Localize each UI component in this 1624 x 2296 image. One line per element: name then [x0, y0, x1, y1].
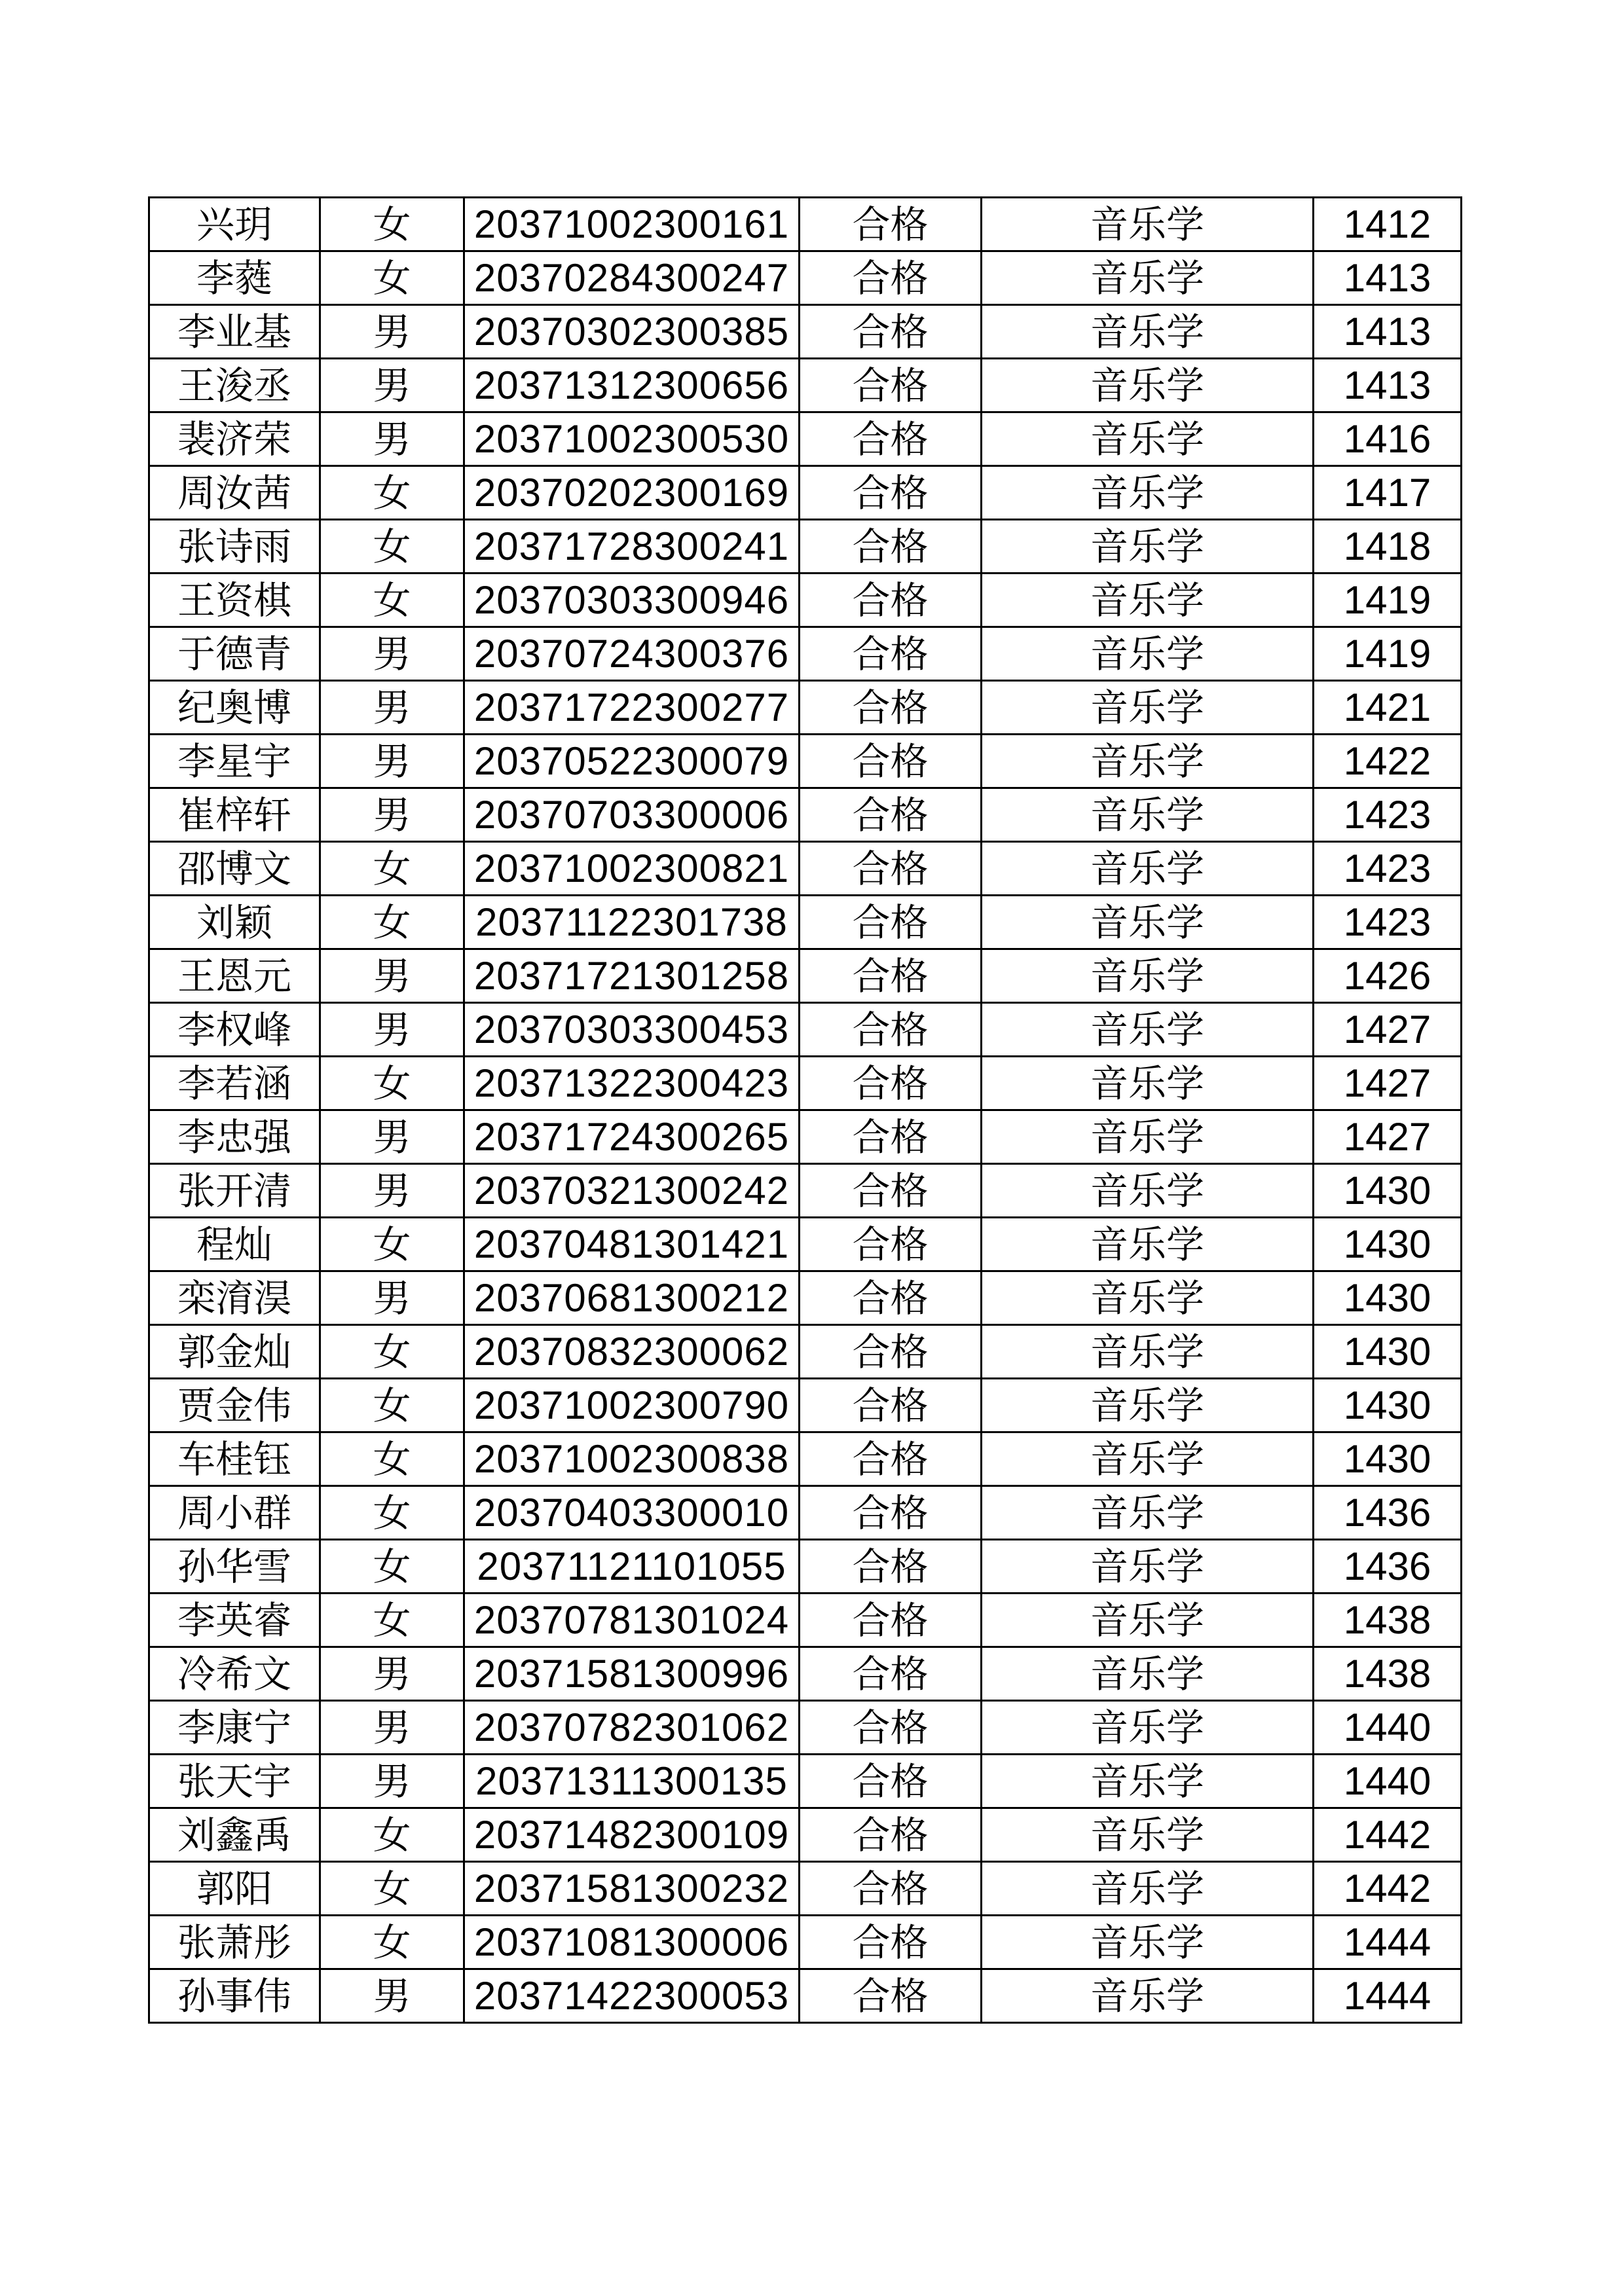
result-cell: 合格	[800, 1325, 982, 1379]
table-row	[149, 198, 1462, 251]
result-cell: 合格	[800, 520, 982, 574]
name-cell: 孙华雪	[149, 1540, 320, 1594]
major-cell: 音乐学	[982, 466, 1314, 520]
name-cell: 冷希文	[149, 1647, 320, 1701]
table-row	[149, 359, 1462, 412]
name-cell: 刘鑫禹	[149, 1808, 320, 1862]
result-cell: 合格	[800, 842, 982, 896]
score-cell: 1442	[1314, 1862, 1462, 1916]
name-cell: 孙事伟	[149, 1969, 320, 2023]
major-cell: 音乐学	[982, 1969, 1314, 2023]
results-table	[148, 196, 1462, 2024]
result-cell: 合格	[800, 251, 982, 305]
name-cell: 李业基	[149, 305, 320, 359]
major-cell: 音乐学	[982, 1271, 1314, 1325]
name-cell: 兴玥	[149, 198, 320, 251]
gender-cell: 女	[320, 1218, 464, 1271]
major-cell: 音乐学	[982, 1594, 1314, 1647]
name-cell: 王浚丞	[149, 359, 320, 412]
major-cell: 音乐学	[982, 520, 1314, 574]
result-cell: 合格	[800, 1969, 982, 2023]
result-cell: 合格	[800, 1916, 982, 1969]
result-cell: 合格	[800, 198, 982, 251]
major-cell: 音乐学	[982, 1808, 1314, 1862]
table-row	[149, 412, 1462, 466]
table-row	[149, 1110, 1462, 1164]
score-cell: 1417	[1314, 466, 1462, 520]
gender-cell: 女	[320, 466, 464, 520]
score-cell: 1430	[1314, 1432, 1462, 1486]
gender-cell: 男	[320, 788, 464, 842]
table-row	[149, 627, 1462, 681]
table-row	[149, 681, 1462, 735]
score-cell: 1427	[1314, 1110, 1462, 1164]
result-cell: 合格	[800, 896, 982, 949]
name-cell: 裴济荣	[149, 412, 320, 466]
name-cell: 郭阳	[149, 1862, 320, 1916]
gender-cell: 男	[320, 1969, 464, 2023]
score-cell: 1418	[1314, 520, 1462, 574]
name-cell: 王恩元	[149, 949, 320, 1003]
gender-cell: 女	[320, 520, 464, 574]
gender-cell: 女	[320, 1808, 464, 1862]
exam-id-cell: 20370832300062	[464, 1325, 800, 1379]
name-cell: 王资棋	[149, 574, 320, 627]
gender-cell: 女	[320, 1432, 464, 1486]
result-cell: 合格	[800, 1110, 982, 1164]
exam-id-cell: 20370303300453	[464, 1003, 800, 1057]
exam-id-cell: 20371322300423	[464, 1057, 800, 1110]
gender-cell: 男	[320, 681, 464, 735]
name-cell: 张开清	[149, 1164, 320, 1218]
name-cell: 张萧彤	[149, 1916, 320, 1969]
gender-cell: 女	[320, 574, 464, 627]
name-cell: 张天宇	[149, 1755, 320, 1808]
result-cell: 合格	[800, 1486, 982, 1540]
exam-id-cell: 20371482300109	[464, 1808, 800, 1862]
score-cell: 1421	[1314, 681, 1462, 735]
gender-cell: 男	[320, 1164, 464, 1218]
major-cell: 音乐学	[982, 305, 1314, 359]
score-cell: 1430	[1314, 1325, 1462, 1379]
name-cell: 周汝茜	[149, 466, 320, 520]
major-cell: 音乐学	[982, 1218, 1314, 1271]
score-cell: 1436	[1314, 1486, 1462, 1540]
gender-cell: 男	[320, 1003, 464, 1057]
major-cell: 音乐学	[982, 1003, 1314, 1057]
major-cell: 音乐学	[982, 735, 1314, 788]
major-cell: 音乐学	[982, 1057, 1314, 1110]
exam-id-cell: 20370321300242	[464, 1164, 800, 1218]
exam-id-cell: 20370202300169	[464, 466, 800, 520]
result-cell: 合格	[800, 1540, 982, 1594]
score-cell: 1419	[1314, 627, 1462, 681]
table-row	[149, 1164, 1462, 1218]
table-row	[149, 251, 1462, 305]
gender-cell: 女	[320, 198, 464, 251]
result-cell: 合格	[800, 466, 982, 520]
table-row	[149, 896, 1462, 949]
table-row	[149, 1969, 1462, 2023]
major-cell: 音乐学	[982, 251, 1314, 305]
result-cell: 合格	[800, 1594, 982, 1647]
exam-id-cell: 20370284300247	[464, 251, 800, 305]
table-row	[149, 1057, 1462, 1110]
name-cell: 李英睿	[149, 1594, 320, 1647]
exam-id-cell: 20371422300053	[464, 1969, 800, 2023]
name-cell: 刘颖	[149, 896, 320, 949]
major-cell: 音乐学	[982, 1862, 1314, 1916]
result-cell: 合格	[800, 359, 982, 412]
result-cell: 合格	[800, 1271, 982, 1325]
major-cell: 音乐学	[982, 1110, 1314, 1164]
table-row	[149, 735, 1462, 788]
result-cell: 合格	[800, 949, 982, 1003]
result-cell: 合格	[800, 1057, 982, 1110]
name-cell: 贾金伟	[149, 1379, 320, 1432]
exam-id-cell: 20371722300277	[464, 681, 800, 735]
major-cell: 音乐学	[982, 1540, 1314, 1594]
score-cell: 1430	[1314, 1218, 1462, 1271]
table-row	[149, 1325, 1462, 1379]
gender-cell: 女	[320, 1379, 464, 1432]
score-cell: 1440	[1314, 1701, 1462, 1755]
score-cell: 1412	[1314, 198, 1462, 251]
result-cell: 合格	[800, 788, 982, 842]
result-cell: 合格	[800, 735, 982, 788]
score-cell: 1444	[1314, 1916, 1462, 1969]
exam-id-cell: 20370681300212	[464, 1271, 800, 1325]
gender-cell: 男	[320, 627, 464, 681]
gender-cell: 男	[320, 305, 464, 359]
table-row	[149, 1486, 1462, 1540]
gender-cell: 女	[320, 1862, 464, 1916]
gender-cell: 女	[320, 842, 464, 896]
result-cell: 合格	[800, 1862, 982, 1916]
table-row	[149, 1808, 1462, 1862]
result-cell: 合格	[800, 681, 982, 735]
exam-id-cell: 20370403300010	[464, 1486, 800, 1540]
score-cell: 1440	[1314, 1755, 1462, 1808]
gender-cell: 男	[320, 1647, 464, 1701]
gender-cell: 女	[320, 1325, 464, 1379]
major-cell: 音乐学	[982, 1916, 1314, 1969]
exam-id-cell: 20370724300376	[464, 627, 800, 681]
table-row	[149, 1218, 1462, 1271]
result-cell: 合格	[800, 1432, 982, 1486]
major-cell: 音乐学	[982, 788, 1314, 842]
score-cell: 1422	[1314, 735, 1462, 788]
name-cell: 栾淯淏	[149, 1271, 320, 1325]
gender-cell: 女	[320, 1916, 464, 1969]
table-row	[149, 1379, 1462, 1432]
exam-id-cell: 20371002300790	[464, 1379, 800, 1432]
table-row	[149, 305, 1462, 359]
score-cell: 1430	[1314, 1164, 1462, 1218]
name-cell: 李星宇	[149, 735, 320, 788]
name-cell: 李康宁	[149, 1701, 320, 1755]
gender-cell: 男	[320, 1755, 464, 1808]
major-cell: 音乐学	[982, 627, 1314, 681]
exam-id-cell: 20370703300006	[464, 788, 800, 842]
major-cell: 音乐学	[982, 681, 1314, 735]
table-row	[149, 1647, 1462, 1701]
major-cell: 音乐学	[982, 412, 1314, 466]
table-row	[149, 1432, 1462, 1486]
gender-cell: 女	[320, 1486, 464, 1540]
name-cell: 张诗雨	[149, 520, 320, 574]
name-cell: 李蕤	[149, 251, 320, 305]
table-row	[149, 1916, 1462, 1969]
exam-id-cell: 20371002300838	[464, 1432, 800, 1486]
gender-cell: 男	[320, 359, 464, 412]
exam-id-cell: 20371311300135	[464, 1755, 800, 1808]
results-table-body	[149, 198, 1462, 2023]
gender-cell: 女	[320, 251, 464, 305]
major-cell: 音乐学	[982, 1164, 1314, 1218]
score-cell: 1423	[1314, 842, 1462, 896]
table-row	[149, 1003, 1462, 1057]
score-cell: 1423	[1314, 788, 1462, 842]
exam-id-cell: 20371581300232	[464, 1862, 800, 1916]
gender-cell: 男	[320, 1271, 464, 1325]
result-cell: 合格	[800, 1218, 982, 1271]
table-row	[149, 949, 1462, 1003]
result-cell: 合格	[800, 574, 982, 627]
major-cell: 音乐学	[982, 1432, 1314, 1486]
gender-cell: 女	[320, 1057, 464, 1110]
major-cell: 音乐学	[982, 1701, 1314, 1755]
exam-id-cell: 20370303300946	[464, 574, 800, 627]
table-row	[149, 1594, 1462, 1647]
exam-id-cell: 20371122301738	[464, 896, 800, 949]
score-cell: 1427	[1314, 1003, 1462, 1057]
score-cell: 1430	[1314, 1271, 1462, 1325]
table-row	[149, 1540, 1462, 1594]
name-cell: 李若涵	[149, 1057, 320, 1110]
exam-id-cell: 20371002300161	[464, 198, 800, 251]
table-row	[149, 466, 1462, 520]
exam-id-cell: 20371721301258	[464, 949, 800, 1003]
exam-id-cell: 20370481301421	[464, 1218, 800, 1271]
major-cell: 音乐学	[982, 896, 1314, 949]
exam-id-cell: 20371002300821	[464, 842, 800, 896]
score-cell: 1413	[1314, 305, 1462, 359]
result-cell: 合格	[800, 1164, 982, 1218]
result-cell: 合格	[800, 627, 982, 681]
exam-id-cell: 20370781301024	[464, 1594, 800, 1647]
result-cell: 合格	[800, 1808, 982, 1862]
score-cell: 1442	[1314, 1808, 1462, 1862]
name-cell: 邵博文	[149, 842, 320, 896]
exam-id-cell: 20370782301062	[464, 1701, 800, 1755]
gender-cell: 男	[320, 1110, 464, 1164]
name-cell: 程灿	[149, 1218, 320, 1271]
name-cell: 崔梓轩	[149, 788, 320, 842]
name-cell: 纪奥博	[149, 681, 320, 735]
result-cell: 合格	[800, 1379, 982, 1432]
result-cell: 合格	[800, 305, 982, 359]
table-row	[149, 574, 1462, 627]
gender-cell: 男	[320, 1701, 464, 1755]
exam-id-cell: 20371724300265	[464, 1110, 800, 1164]
major-cell: 音乐学	[982, 1379, 1314, 1432]
gender-cell: 女	[320, 1594, 464, 1647]
result-cell: 合格	[800, 1701, 982, 1755]
table-row	[149, 842, 1462, 896]
table-row	[149, 1862, 1462, 1916]
name-cell: 郭金灿	[149, 1325, 320, 1379]
score-cell: 1423	[1314, 896, 1462, 949]
exam-id-cell: 20371312300656	[464, 359, 800, 412]
score-cell: 1438	[1314, 1647, 1462, 1701]
exam-id-cell: 20371581300996	[464, 1647, 800, 1701]
major-cell: 音乐学	[982, 842, 1314, 896]
gender-cell: 男	[320, 949, 464, 1003]
name-cell: 车桂钰	[149, 1432, 320, 1486]
score-cell: 1426	[1314, 949, 1462, 1003]
exam-id-cell: 20371081300006	[464, 1916, 800, 1969]
gender-cell: 男	[320, 412, 464, 466]
name-cell: 李权峰	[149, 1003, 320, 1057]
score-cell: 1430	[1314, 1379, 1462, 1432]
exam-id-cell: 20370522300079	[464, 735, 800, 788]
result-cell: 合格	[800, 1003, 982, 1057]
major-cell: 音乐学	[982, 1647, 1314, 1701]
score-cell: 1438	[1314, 1594, 1462, 1647]
score-cell: 1427	[1314, 1057, 1462, 1110]
gender-cell: 女	[320, 896, 464, 949]
result-cell: 合格	[800, 1647, 982, 1701]
gender-cell: 女	[320, 1540, 464, 1594]
major-cell: 音乐学	[982, 1755, 1314, 1808]
exam-id-cell: 20370302300385	[464, 305, 800, 359]
table-row	[149, 1701, 1462, 1755]
result-cell: 合格	[800, 412, 982, 466]
major-cell: 音乐学	[982, 949, 1314, 1003]
name-cell: 李忠强	[149, 1110, 320, 1164]
result-cell: 合格	[800, 1755, 982, 1808]
score-cell: 1416	[1314, 412, 1462, 466]
name-cell: 周小群	[149, 1486, 320, 1540]
gender-cell: 男	[320, 735, 464, 788]
table-row	[149, 1755, 1462, 1808]
name-cell: 于德青	[149, 627, 320, 681]
score-cell: 1436	[1314, 1540, 1462, 1594]
major-cell: 音乐学	[982, 1325, 1314, 1379]
score-cell: 1413	[1314, 359, 1462, 412]
major-cell: 音乐学	[982, 574, 1314, 627]
major-cell: 音乐学	[982, 1486, 1314, 1540]
table-row	[149, 788, 1462, 842]
score-cell: 1444	[1314, 1969, 1462, 2023]
exam-id-cell: 20371728300241	[464, 520, 800, 574]
table-row	[149, 520, 1462, 574]
score-cell: 1413	[1314, 251, 1462, 305]
table-row	[149, 1271, 1462, 1325]
score-cell: 1419	[1314, 574, 1462, 627]
exam-id-cell: 20371121101055	[464, 1540, 800, 1594]
major-cell: 音乐学	[982, 359, 1314, 412]
major-cell: 音乐学	[982, 198, 1314, 251]
exam-id-cell: 20371002300530	[464, 412, 800, 466]
